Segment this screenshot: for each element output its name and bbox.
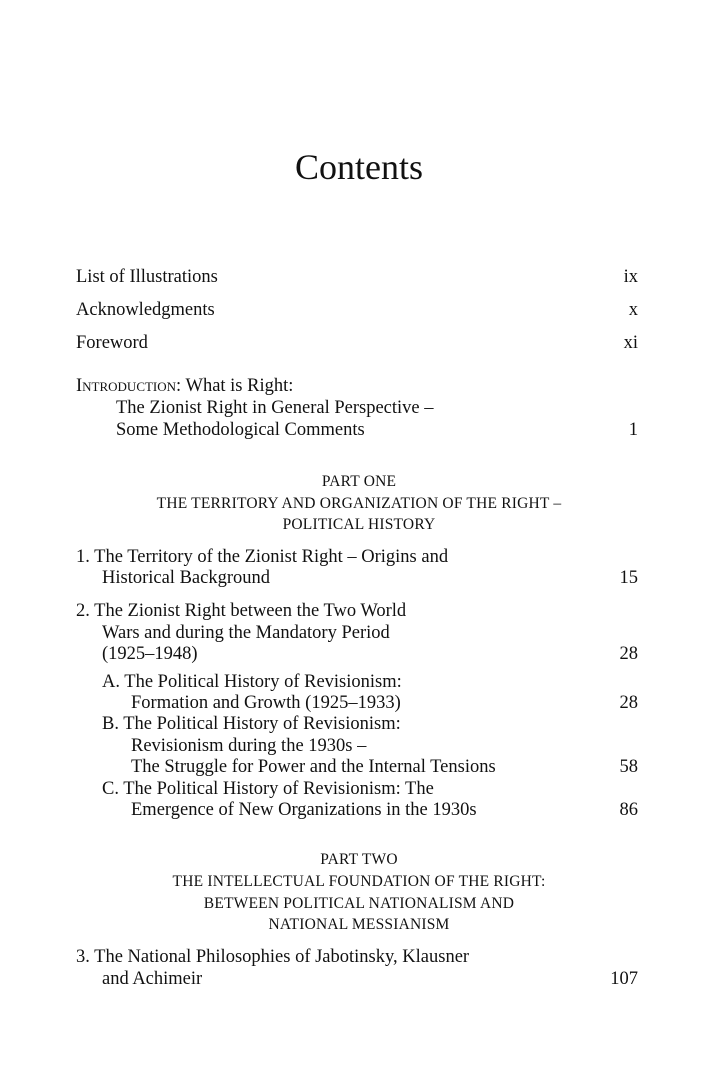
toc-page-number: x bbox=[628, 300, 638, 320]
part-one-heading: PART ONE bbox=[321, 473, 397, 490]
section-a-line-1: A. The Political History of Revisionism: bbox=[102, 672, 402, 692]
introduction-title: What is Right: bbox=[185, 376, 294, 396]
toc-page-number: 1 bbox=[628, 420, 638, 440]
section-c-line-1: C. The Political History of Revisionism: The bbox=[102, 779, 434, 799]
toc-page-number: xi bbox=[623, 333, 638, 353]
toc-page-number: 107 bbox=[610, 969, 638, 989]
introduction-line-2: The Zionist Right in General Perspective – bbox=[116, 398, 434, 418]
toc-page-number: 28 bbox=[619, 693, 638, 713]
toc-page-number: 15 bbox=[619, 568, 638, 588]
chapter-3-line-2: and Achimeir bbox=[102, 969, 203, 989]
introduction-lead: Introduction: bbox=[76, 376, 182, 396]
toc-entry-label: Foreword bbox=[76, 333, 148, 353]
chapter-3-line-1: 3. The National Philosophies of Jabotinsky, Klausner bbox=[76, 947, 470, 967]
part-one-subtitle-2: POLITICAL HISTORY bbox=[282, 516, 436, 533]
part-two-subtitle-2: BETWEEN POLITICAL NATIONALISM AND bbox=[203, 895, 515, 912]
introduction-line-3: Some Methodological Comments bbox=[116, 420, 365, 440]
toc-entry-label: List of Illustrations bbox=[76, 267, 218, 287]
toc-page-number: 58 bbox=[619, 757, 638, 777]
section-c-line-2: Emergence of New Organizations in the 1930s bbox=[131, 800, 477, 820]
chapter-2-line-1: 2. The Zionist Right between the Two World bbox=[76, 601, 407, 621]
part-one-subtitle-1: THE TERRITORY AND ORGANIZATION OF THE RIGHT – bbox=[156, 495, 562, 512]
page-title: Contents bbox=[294, 147, 423, 187]
toc-entry-label: Acknowledgments bbox=[76, 300, 215, 320]
section-a-line-2: Formation and Growth (1925–1933) bbox=[131, 693, 401, 713]
toc-page-number: 28 bbox=[619, 644, 638, 664]
chapter-2-line-2: Wars and during the Mandatory Period bbox=[102, 623, 390, 643]
toc-page-number: 86 bbox=[619, 800, 638, 820]
section-b-line-3: The Struggle for Power and the Internal Tensions bbox=[131, 757, 496, 777]
section-b-line-1: B. The Political History of Revisionism: bbox=[102, 714, 401, 734]
toc-page-number: ix bbox=[623, 267, 638, 287]
part-two-heading: PART TWO bbox=[320, 851, 398, 868]
chapter-1-line-1: 1. The Territory of the Zionist Right – Origins and bbox=[76, 547, 449, 567]
chapter-2-line-3: (1925–1948) bbox=[102, 644, 198, 664]
section-b-line-2: Revisionism during the 1930s – bbox=[131, 736, 367, 756]
introduction-line-1 bbox=[76, 375, 293, 398]
part-two-subtitle-3: NATIONAL MESSIANISM bbox=[268, 916, 450, 933]
chapter-1-line-2: Historical Background bbox=[102, 568, 270, 588]
part-two-subtitle-1: THE INTELLECTUAL FOUNDATION OF THE RIGHT: bbox=[172, 873, 546, 890]
